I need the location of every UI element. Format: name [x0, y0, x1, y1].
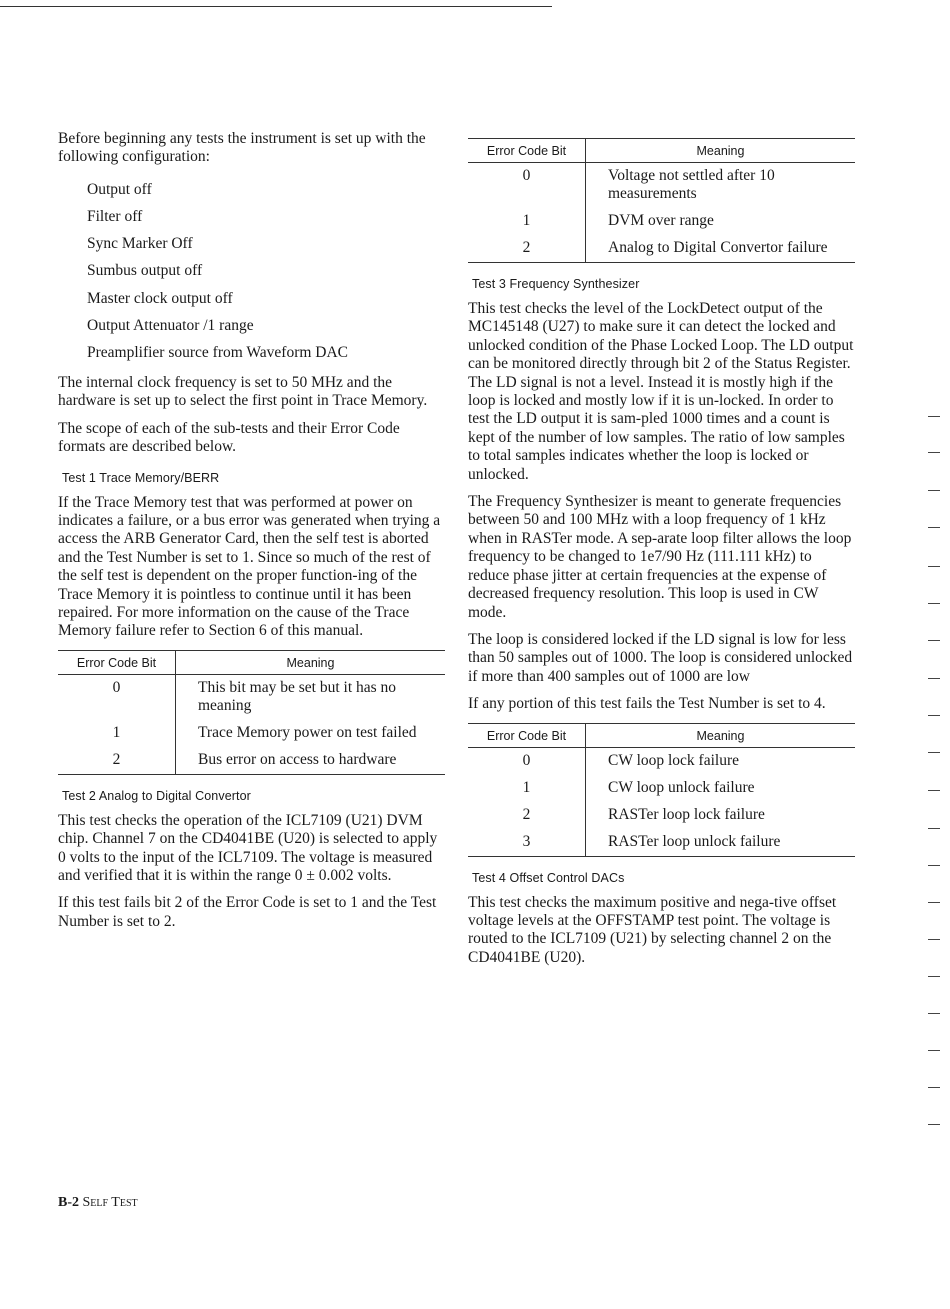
test3-body-3: The loop is considered locked if the LD signal is low for less than 50 samples out of 1000. The loop is considered unlocked if more than 400 samples out of 1000 are low [468, 630, 853, 685]
table-row [468, 235, 855, 263]
test3-body-4: If any portion of this test fails the Test Number is set to 4. [468, 695, 826, 713]
table-row [468, 208, 855, 235]
error-bit: 1 [468, 208, 586, 235]
test1-error-table [58, 650, 445, 775]
table-row [58, 674, 445, 720]
table-row [468, 829, 855, 857]
error-meaning: CW loop lock failure [608, 751, 740, 769]
table-row [58, 747, 445, 775]
margin-mark [928, 1050, 940, 1051]
test3-error-table [468, 723, 855, 857]
error-meaning: This bit may be set but it has no meaning [198, 678, 397, 714]
test2-body: This test checks the operation of the ICL7109 (U21) DVM chip. Channel 7 on the CD4041BE (U20) is selected to apply 0 volts to the input of the ICL7109. The voltage is measured and verified that it is within the range 0 ± 0.002 volts. [58, 811, 438, 885]
margin-mark [928, 939, 940, 940]
column-header-meaning: Meaning [586, 723, 856, 747]
left-column [58, 130, 445, 940]
clock-paragraph: The internal clock frequency is set to 50 MHz and the hardware is set up to select the first point in Trace Memory. [58, 373, 428, 410]
column-header-bit: Error Code Bit [58, 650, 176, 674]
column-header-bit: Error Code Bit [468, 139, 586, 163]
error-meaning: CW loop unlock failure [608, 778, 755, 796]
error-bit: 0 [58, 674, 176, 720]
error-meaning: Trace Memory power on test failed [198, 723, 417, 741]
test4-body: This test checks the maximum positive and nega-tive offset voltage levels at the OFFSTAMP test point. The voltage is routed to the ICL7109 (U21) by selecting channel 2 on the CD4041BE (U20). [468, 893, 837, 966]
test2-error-table [468, 138, 855, 263]
column-header-meaning: Meaning [586, 139, 856, 163]
margin-mark [928, 490, 940, 491]
error-bit: 0 [468, 163, 586, 209]
config-item: Sumbus output off [87, 262, 203, 280]
config-item: Master clock output off [87, 289, 233, 307]
test3-body-2: The Frequency Synthesizer is meant to generate frequencies between 50 and 100 MHz with a loop frequency of 1 kHz when in RASTer mode. A sep-arate loop filter allows the loop frequency to be changed to 1e7/90 Hz (111.111 kHz) to reduce phase jitter at certain frequencies at the expense of decreased frequency resolution. This loop is used in CW mode. [468, 493, 852, 621]
scope-paragraph: The scope of each of the sub-tests and their Error Code formats are described below. [58, 419, 400, 456]
test4-heading: Test 4 Offset Control DACs [472, 870, 625, 885]
margin-mark [928, 1087, 940, 1088]
error-bit: 2 [58, 747, 176, 775]
page-footer [58, 1195, 138, 1211]
margin-mark [928, 976, 940, 977]
margin-mark [928, 1013, 940, 1014]
config-item: Output Attenuator /1 range [87, 316, 254, 334]
error-bit: 0 [468, 747, 586, 775]
margin-mark [928, 790, 940, 791]
margin-mark [928, 527, 940, 528]
error-bit: 2 [468, 235, 586, 263]
error-bit: 2 [468, 802, 586, 829]
margin-mark [928, 678, 940, 679]
config-item: Sync Marker Off [87, 235, 193, 253]
test2-heading: Test 2 Analog to Digital Convertor [62, 788, 251, 803]
table-row [468, 747, 855, 775]
intro-paragraph: Before beginning any tests the instrument is set up with the following configuration: [58, 130, 426, 166]
margin-mark [928, 452, 940, 453]
table-header-row [58, 650, 445, 674]
error-meaning: RASTer loop lock failure [608, 805, 765, 823]
table-row [468, 163, 855, 209]
margin-mark [928, 828, 940, 829]
table-row [468, 802, 855, 829]
error-meaning: Bus error on access to hardware [176, 747, 446, 775]
section-title: Self Test [82, 1195, 138, 1210]
error-meaning: DVM over range [608, 212, 714, 229]
column-header-meaning: Meaning [176, 650, 446, 674]
margin-mark [928, 1124, 940, 1125]
test1-heading: Test 1 Trace Memory/BERR [62, 470, 220, 485]
error-meaning: RASTer loop unlock failure [586, 829, 856, 857]
test3-body-1: This test checks the level of the LockDetect output of the MC145148 (U27) to make sure it can detect the locked and unlocked condition of the Phase Locked Loop. The LD output can be monitored directly through bit 2 of the Status Register. The LD signal is not a level. Instead it is mostly high if the loop is locked and mostly low if it is un-locked. In order to test the LD output it is sam-pled 1000 times and a count is kept of the number of low samples. The ratio of low samples to total samples indicates whether the loop is locked or unlocked. [468, 300, 854, 483]
margin-mark [928, 752, 940, 753]
config-item: Output off [87, 180, 152, 198]
error-bit: 3 [468, 829, 586, 857]
error-meaning: Analog to Digital Convertor failure [586, 235, 856, 263]
table-row [468, 775, 855, 802]
margin-mark [928, 416, 940, 417]
table-row [58, 720, 445, 747]
table-header-row [468, 139, 855, 163]
column-header-bit: Error Code Bit [468, 723, 586, 747]
margin-mark [928, 566, 940, 567]
configuration-list [87, 181, 445, 362]
margin-mark [928, 603, 940, 604]
test3-heading: Test 3 Frequency Synthesizer [472, 277, 640, 291]
page-number: B-2 [58, 1195, 79, 1210]
test2-result: If this test fails bit 2 of the Error Code is set to 1 and the Test Number is set to 2. [58, 894, 437, 930]
error-bit: 1 [468, 775, 586, 802]
margin-mark [928, 715, 940, 716]
margin-mark [928, 865, 940, 866]
error-bit: 1 [58, 720, 176, 747]
config-item: Filter off [87, 208, 143, 225]
error-meaning: Voltage not settled after 10 measurements [608, 167, 775, 202]
table-header-row [468, 723, 855, 747]
margin-mark [928, 640, 940, 641]
test1-body: If the Trace Memory test that was performed at power on indicates a failure, or a bus error was generated when trying a access the ARB Generator Card, then the self test is aborted and the Test Number is set to 1. Since so much of the rest of the self test is dependent on the proper function-ing of the Trace Memory it is pointless to continue until it has been repaired. For more information on the cause of the Trace Memory failure refer to Section 6 of this manual. [58, 493, 441, 640]
margin-mark [928, 902, 940, 903]
config-item: Preamplifier source from Waveform DAC [87, 343, 349, 361]
top-rule [0, 6, 552, 7]
right-column [468, 138, 855, 976]
